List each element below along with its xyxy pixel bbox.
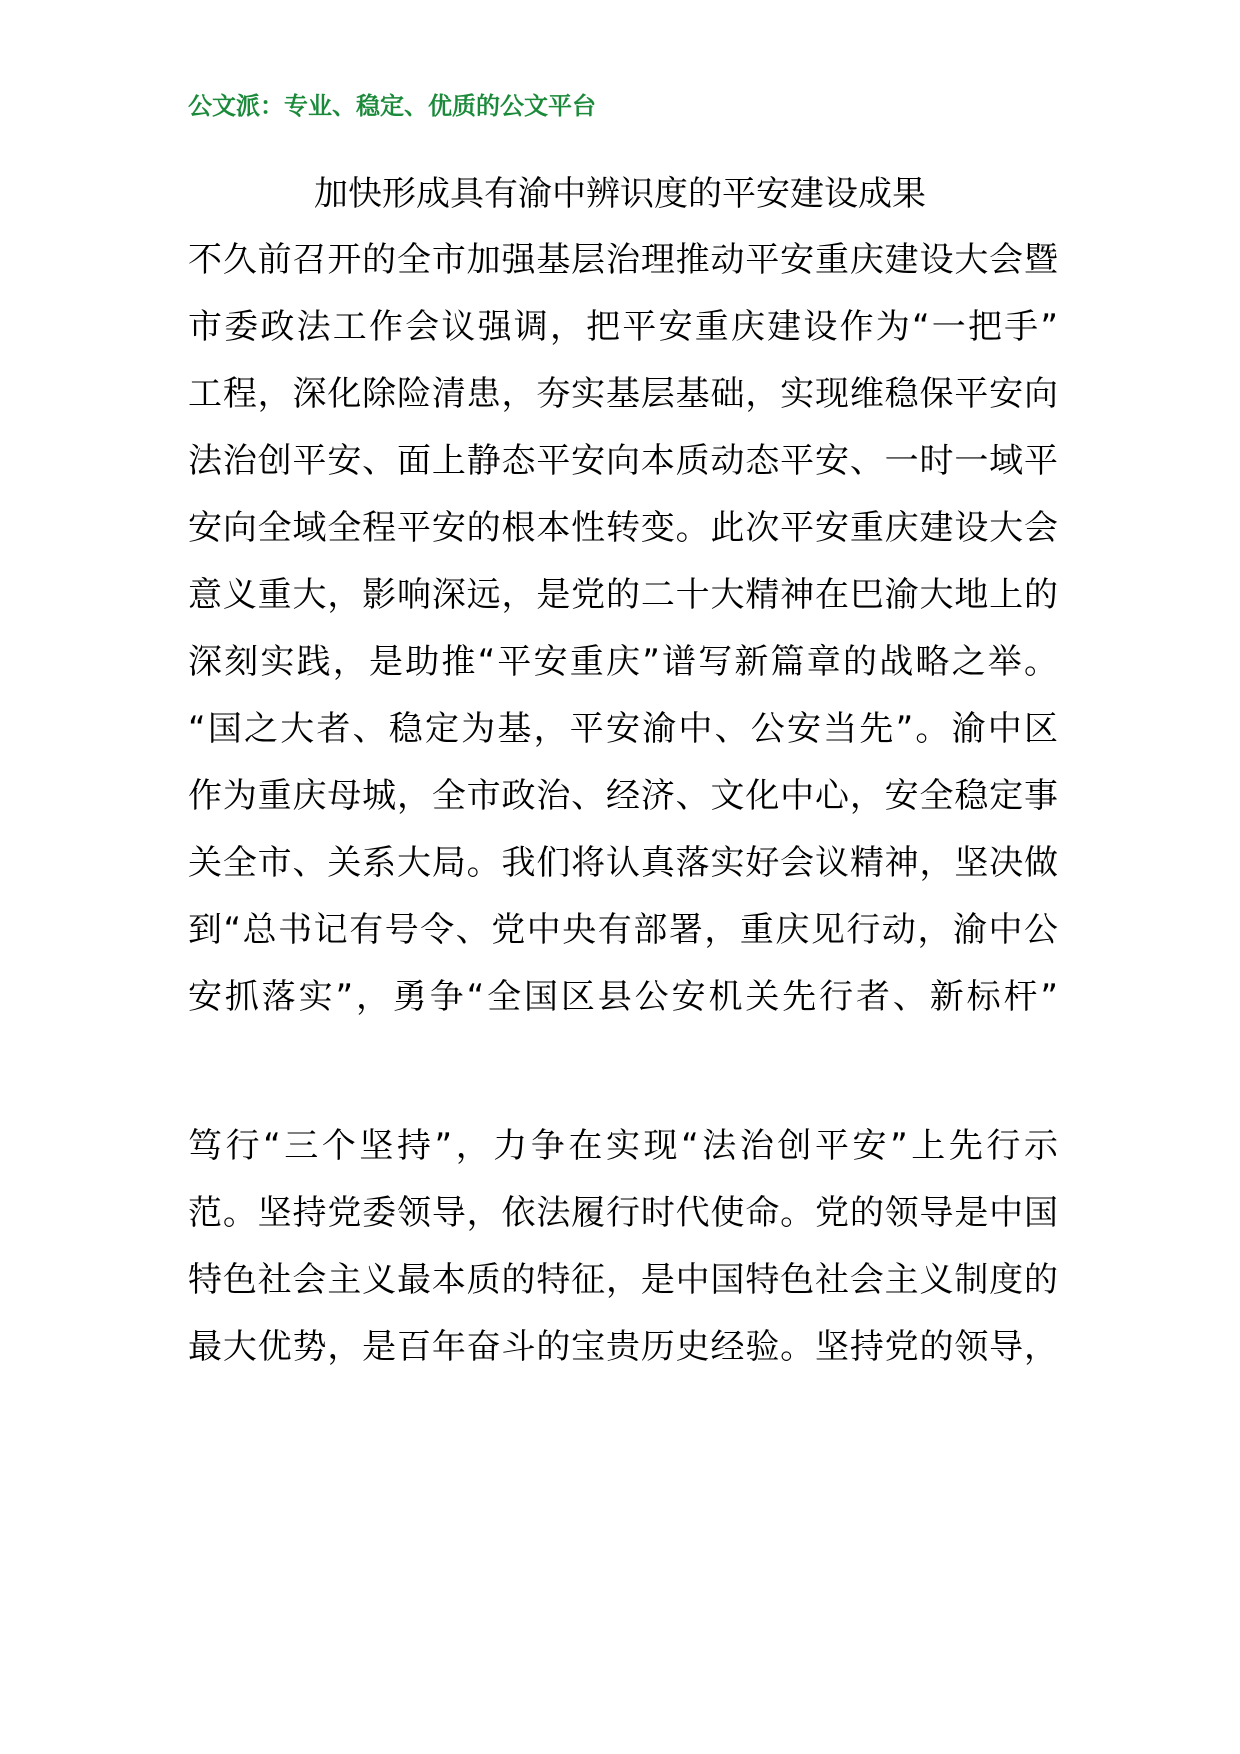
body-line: 关全市、关系大局。我们将认真落实好会议精神，坚决做 xyxy=(188,843,1058,883)
body-line: 意义重大，影响深远，是党的二十大精神在巴渝大地上的 xyxy=(188,575,1058,615)
body-line: 深刻实践，是助推“平安重庆”谱写新篇章的战略之举。 xyxy=(188,642,1058,682)
body-line: 笃行“三个坚持”，力争在实现“法治创平安”上先行示 xyxy=(188,1126,1058,1166)
body-line: 到“总书记有号令、党中央有部署，重庆见行动，渝中公 xyxy=(188,910,1058,950)
header-brand: 公文派：专业、稳定、优质的公文平台 xyxy=(188,91,596,120)
body-line: 范。坚持党委领导，依法履行时代使命。党的领导是中国 xyxy=(188,1193,1058,1233)
body-line: 安抓落实”，勇争“全国区县公安机关先行者、新标杆” xyxy=(188,977,1058,1017)
body-line: “国之大者、稳定为基，平安渝中、公安当先”。渝中区 xyxy=(188,709,1058,749)
body-line: 安向全域全程平安的根本性转变。此次平安重庆建设大会 xyxy=(188,508,1058,548)
body-line: 工程，深化除险清患，夯实基层基础，实现维稳保平安向 xyxy=(188,374,1058,414)
body-line: 法治创平安、面上静态平安向本质动态平安、一时一域平 xyxy=(188,441,1058,481)
document-title: 加快形成具有渝中辨识度的平安建设成果 xyxy=(314,174,926,214)
body-line: 最大优势，是百年奋斗的宝贵历史经验。坚持党的领导， xyxy=(188,1327,1058,1367)
body-line: 不久前召开的全市加强基层治理推动平安重庆建设大会暨 xyxy=(188,240,1058,280)
body-line: 市委政法工作会议强调，把平安重庆建设作为“一把手” xyxy=(188,307,1058,347)
body-line: 特色社会主义最本质的特征，是中国特色社会主义制度的 xyxy=(188,1260,1058,1300)
body-line: 作为重庆母城，全市政治、经济、文化中心，安全稳定事 xyxy=(188,776,1058,816)
